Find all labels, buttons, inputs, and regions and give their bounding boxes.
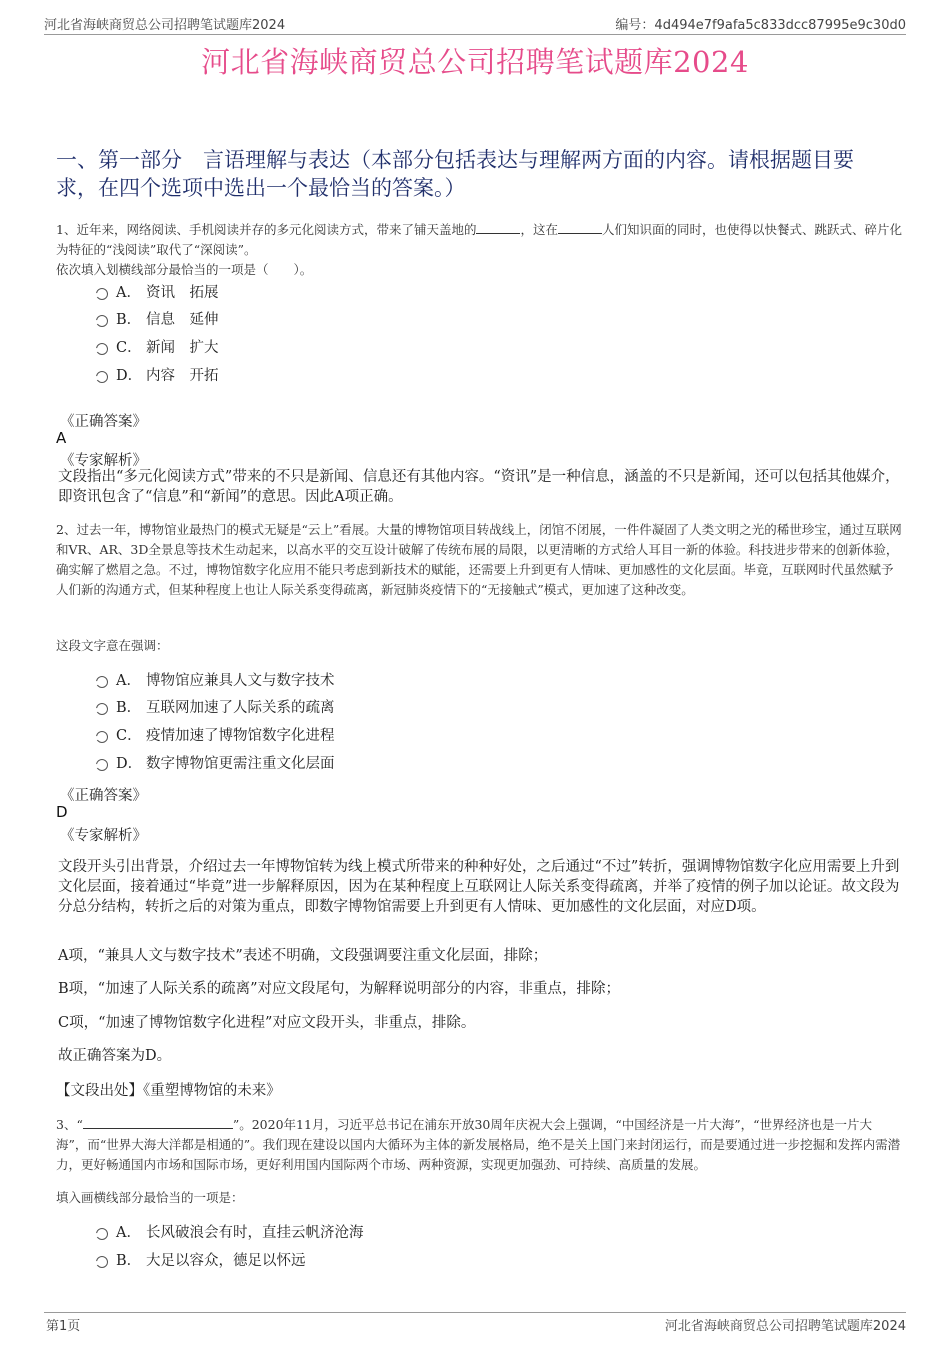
radio-icon[interactable] [96, 676, 108, 688]
radio-icon[interactable] [96, 1256, 108, 1268]
page-number: 第1页 [46, 1319, 81, 1334]
q3-option-b[interactable]: B． 大足以容众，德足以怀远 [96, 1250, 306, 1272]
q2-answer: D [56, 803, 68, 821]
q3-stem: 3、“ ”。2020年11月，习近平总书记在浦东开放30周年庆祝大会上强调，“中国经济是一片大海”，“世界经济也是一片大海”，而“世界大海大洋都是相通的”。我们现在建设以国内大循环为主体的新发展格局，绝不是关上国门来封闭运行，而是要通过进一步挖掘和发挥内需潜力，更好畅通国内市场和国际市场，更好利用国内国际两个市场、两种资源，实现更加强劲、可持续、高质量的发展。 [56, 1117, 901, 1172]
blank-3 [83, 1128, 233, 1129]
page-footer [44, 1312, 906, 1334]
q2-analysis-label: 《专家解析》 [60, 828, 147, 844]
q1-answer: A [56, 429, 67, 447]
q2-analysis: 文段开头引出背景，介绍过去一年博物馆转为线上模式所带来的种种好处，之后通过“不过”转折，强调博物馆数字化应用需要上升到文化层面，接着通过“毕竟”进一步解释原因，因为在某种程度上互联网让人际关系变得疏离，并举了疫情的例子加以论证。故文段为分总分结构，转折之后的对策为重点，即数字博物馆需要上升到更有人情味、更加感性的文化层面，对应D项。 [58, 859, 900, 915]
q1-analysis-label: 《专家解析》 [60, 453, 147, 469]
q2-note-c: C项，“加速了博物馆数字化进程”对应文段开头，非重点，排除。 [58, 1015, 476, 1031]
radio-icon[interactable] [96, 1228, 108, 1240]
radio-icon[interactable] [96, 371, 108, 383]
blank-2 [558, 233, 602, 234]
q2-note-a: A项，“兼具人文与数字技术”表述不明确，文段强调要注重文化层面，排除； [58, 948, 548, 964]
q2-option-b[interactable]: B． 互联网加速了人际关系的疏离 [96, 697, 335, 719]
radio-icon[interactable] [96, 731, 108, 743]
q1-analysis: 文段指出“多元化阅读方式”带来的不只是新闻、信息还有其他内容。“资讯”是一种信息，涵盖的不只是新闻，还可以包括其他媒介，即资讯包含了“信息”和“新闻”的意思。因此A项正确。 [58, 469, 900, 505]
q2-option-c[interactable]: C． 疫情加速了博物馆数字化进程 [96, 725, 335, 747]
q2-conclusion: 故正确答案为D。 [58, 1048, 172, 1064]
footer-title: 河北省海峡商贸总公司招聘笔试题库2024 [664, 1319, 906, 1334]
header-left-title: 河北省海峡商贸总公司招聘笔试题库2024 [44, 18, 286, 33]
q2-note-b: B项，“加速了人际关系的疏离”对应文段尾句，为解释说明部分的内容，非重点，排除； [58, 981, 620, 997]
q3-option-a[interactable]: A． 长风破浪会有时，直挂云帆济沧海 [96, 1222, 364, 1244]
q2-source: 【文段出处】《重塑博物馆的未来》 [56, 1083, 281, 1099]
q1-option-c[interactable]: C． 新闻 扩大 [96, 337, 219, 359]
q1-answer-label: 《正确答案》 [60, 414, 147, 430]
radio-icon[interactable] [96, 288, 108, 300]
section-heading: 一、第一部分 言语理解与表达（本部分包括表达与理解两方面的内容。请根据题目要求，在四个选项中选出一个最恰当的答案。） [56, 148, 854, 200]
q2-stem: 2、过去一年，博物馆业最热门的模式无疑是“云上”看展。大量的博物馆项目转战线上，闭馆不闭展，一件件凝固了人类文明之光的稀世珍宝，通过互联网和VR、AR、3D全景息等技术生动起来，以高水平的交互设计破解了传统布展的局限，以更清晰的方式给人耳目一新的体验。科技进步带来的创新体验，确实解了燃眉之急。不过，博物馆数字化应用不能只考虑到新技术的赋能，还需要上升到更有人情味、更加感性的文化层面。毕竟，互联网时代虽然赋予人们新的沟通方式，但某种程度上也让人际关系变得疏离，新冠肺炎疫情下的“无接触式”模式，更加速了这种改变。 [56, 522, 902, 597]
header-doc-id: 编号：4d494e7f9afa5c833dcc87995e9c30d0 [615, 18, 906, 33]
radio-icon[interactable] [96, 759, 108, 771]
radio-icon[interactable] [96, 703, 108, 715]
radio-icon[interactable] [96, 315, 108, 327]
q2-option-a[interactable]: A． 博物馆应兼具人文与数字技术 [96, 670, 335, 692]
blank-1 [476, 233, 520, 234]
q3-prompt: 填入画横线部分最恰当的一项是： [56, 1190, 244, 1205]
q1-option-d[interactable]: D． 内容 开拓 [96, 365, 219, 387]
radio-icon[interactable] [96, 343, 108, 355]
q1-prompt: 依次填入划横线部分最恰当的一项是（ ）。 [56, 262, 313, 277]
q2-answer-label: 《正确答案》 [60, 788, 147, 804]
page-title: 河北省海峡商贸总公司招聘笔试题库2024 [201, 45, 749, 79]
q1-option-b[interactable]: B． 信息 延伸 [96, 309, 219, 331]
page-header [44, 12, 906, 35]
q1-stem: 1、近年来，网络阅读、手机阅读并存的多元化阅读方式，带来了铺天盖地的 ，这在 人们知识面的同时，也使得以快餐式、跳跃式、碎片化为特征的“浅阅读”取代了“深阅读”。 [56, 222, 902, 257]
q2-prompt: 这段文字意在强调： [56, 638, 169, 653]
q2-option-d[interactable]: D． 数字博物馆更需注重文化层面 [96, 753, 335, 775]
q1-option-a[interactable]: A． 资讯 拓展 [96, 282, 219, 304]
